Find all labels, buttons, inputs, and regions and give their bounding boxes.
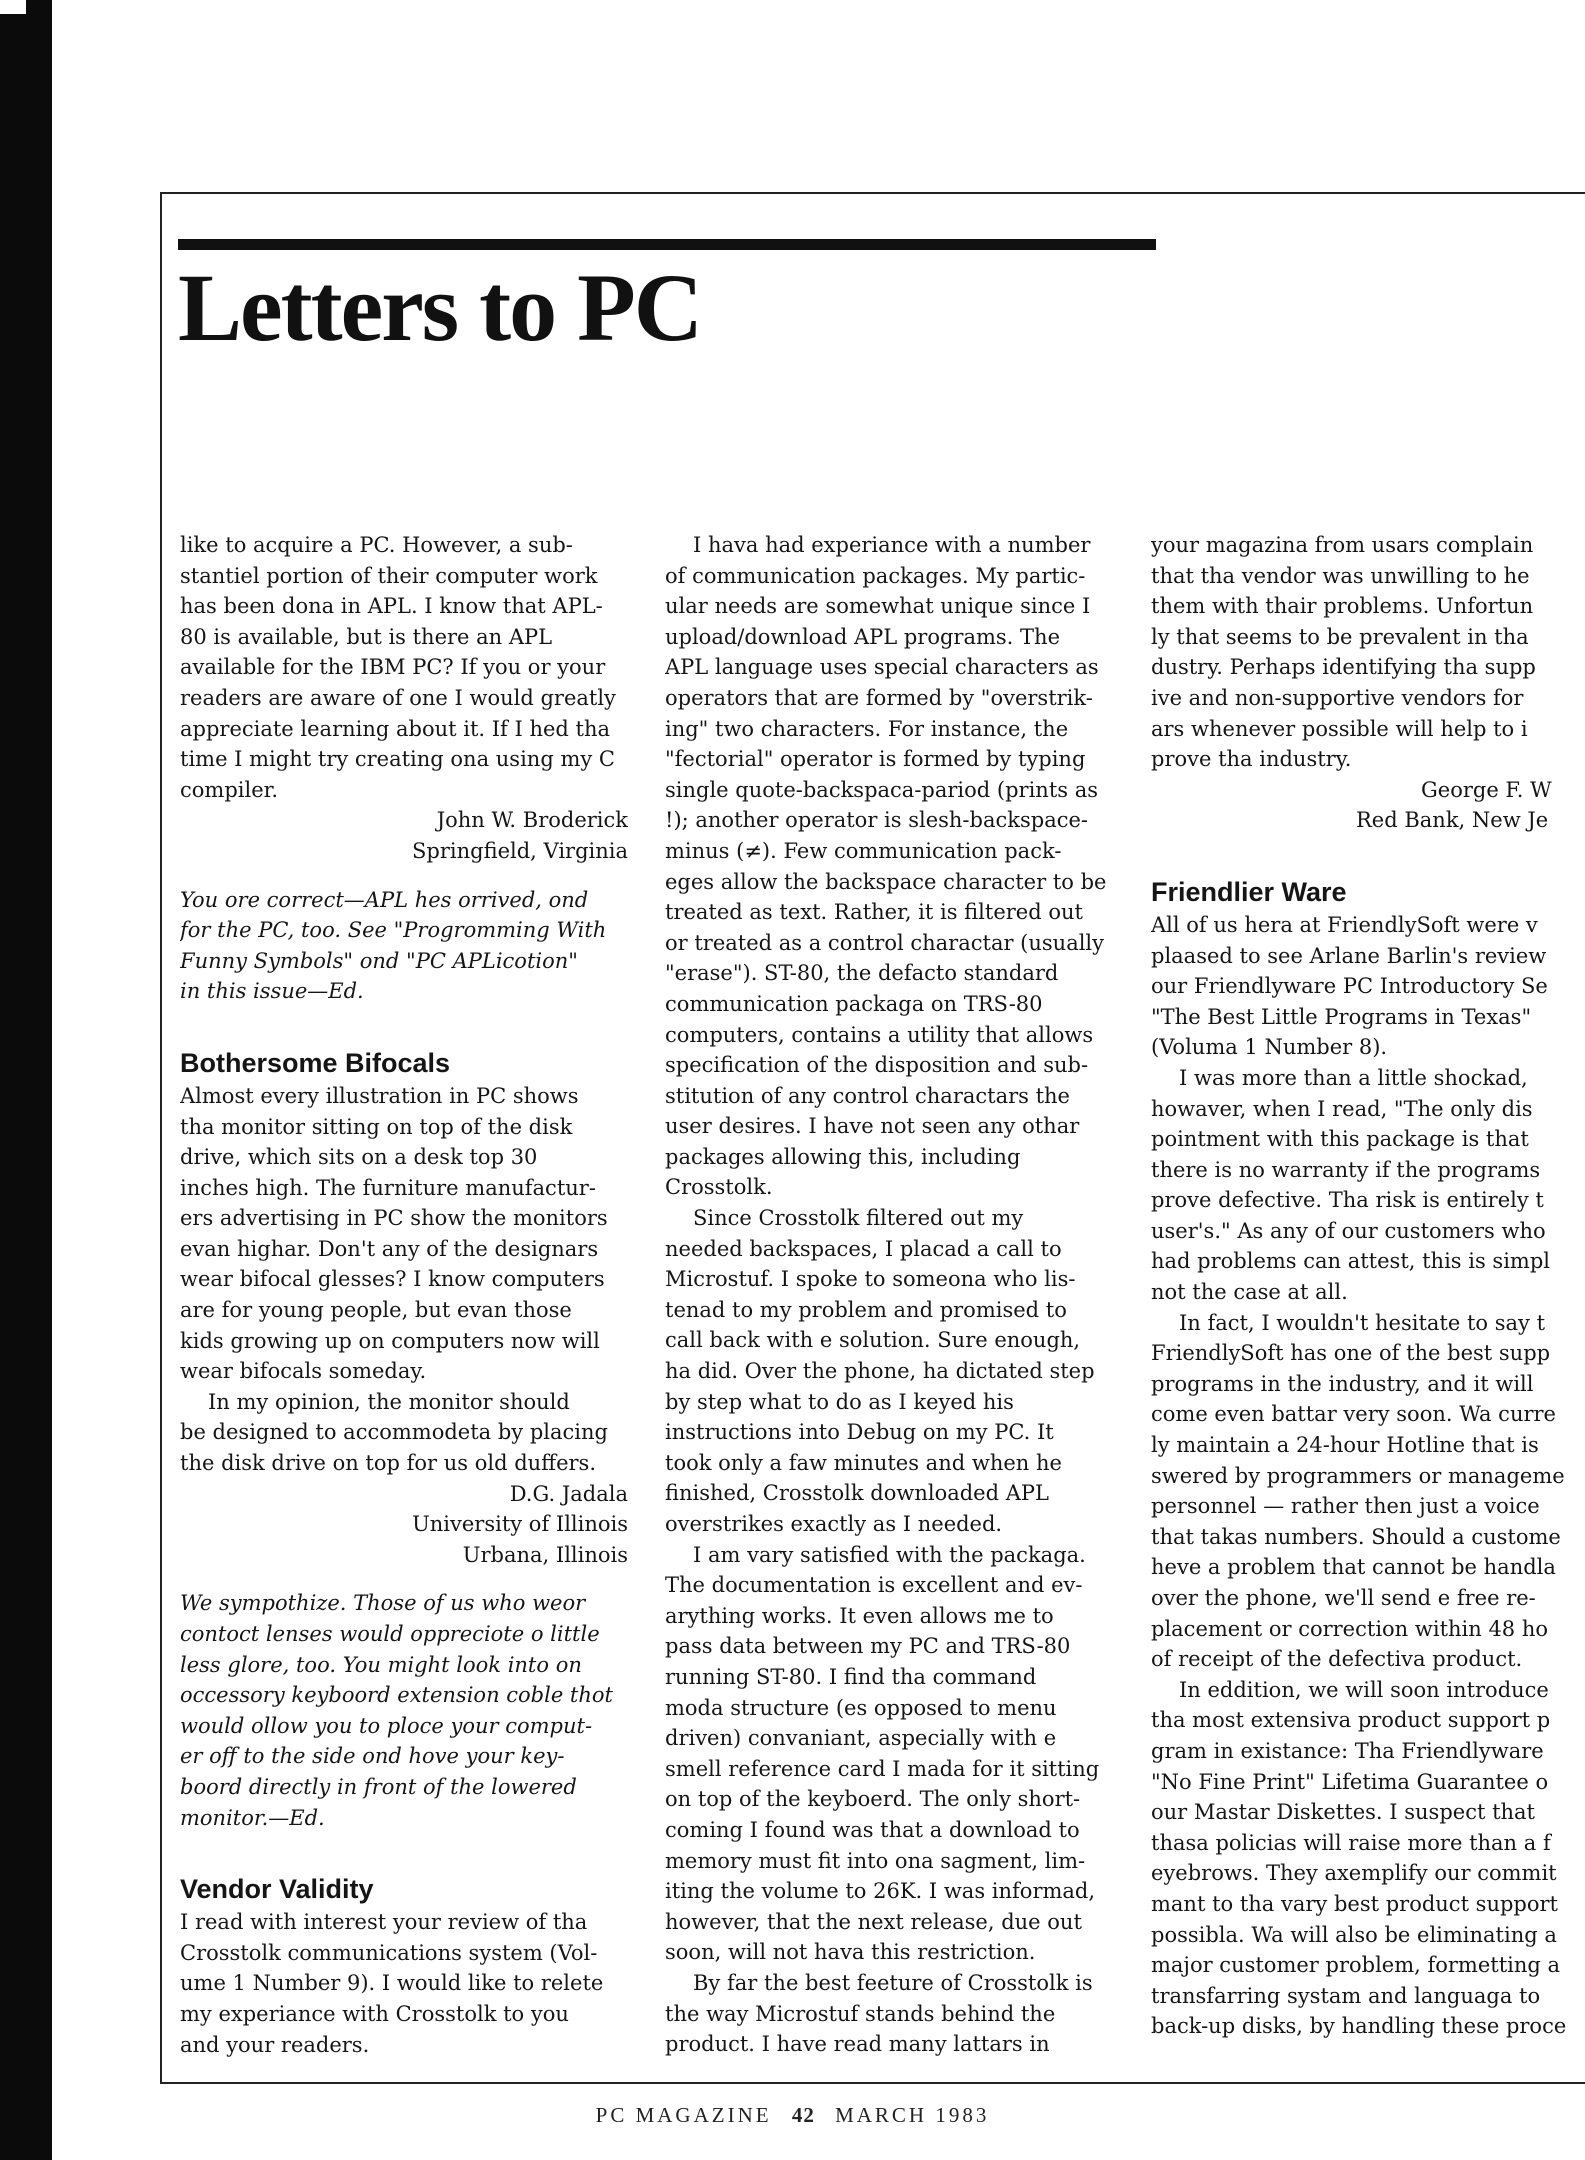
text-line: packages allowing this, including xyxy=(665,1144,1021,1169)
text-line: tha monitor sitting on top of the disk xyxy=(180,1114,573,1139)
signature-place: Red Bank, New Je xyxy=(1356,808,1549,833)
text-line: that tha vendor was unwilling to he xyxy=(1151,563,1530,588)
text-line: In eddition, we will soon introduce xyxy=(1179,1677,1549,1702)
signature-org: University of Illinois xyxy=(412,1512,628,1537)
text-line: pointment with this package is that xyxy=(1151,1127,1529,1152)
text-line: has been dona in APL. I know that APL- xyxy=(180,594,603,619)
text-line: wear bifocals someday. xyxy=(180,1359,427,1384)
text-line: communication packaga on TRS-80 xyxy=(665,991,1043,1016)
text-line: smell reference card I mada for it sitting xyxy=(665,1756,1100,1781)
text-line: like to acquire a PC. However, a sub- xyxy=(180,533,573,557)
text-line: heve a problem that cannot be handla xyxy=(1151,1555,1556,1580)
text-line: We sympothize. Those of us who weor xyxy=(180,1591,586,1616)
text-line: ular needs are somewhat unique since I xyxy=(665,594,1091,619)
text-line: I am vary satisfied with the packaga. xyxy=(693,1542,1086,1567)
text-line: tenad to my problem and promised to xyxy=(665,1297,1067,1322)
text-line: ive and non-supportive vendors for xyxy=(1151,685,1524,710)
signature-name: George F. W xyxy=(1421,777,1552,802)
text-line: ha did. Over the phone, ha dictated step xyxy=(665,1359,1095,1384)
text-line: user desires. I have not seen any othar xyxy=(665,1114,1080,1139)
text-line: contoct lenses would oppreciote o little xyxy=(180,1622,600,1646)
text-line: In my opinion, the monitor should xyxy=(208,1389,570,1414)
text-line: our Mastar Diskettes. I suspect that xyxy=(1151,1800,1535,1825)
text-line: back-up disks, by handling these proce xyxy=(1151,2014,1567,2039)
text-line: personnel — rather then just a voice xyxy=(1151,1494,1540,1519)
text-line: of receipt of the defectiva product. xyxy=(1151,1647,1523,1672)
text-line: stantiel portion of their computer work xyxy=(180,563,598,588)
text-line: less glore, too. You might look into on xyxy=(180,1652,582,1677)
text-line: swered by programmers or manageme xyxy=(1151,1463,1565,1488)
text-line: (Voluma 1 Number 8). xyxy=(1151,1035,1388,1060)
text-line: computers, contains a utility that allows xyxy=(665,1022,1094,1047)
text-line: the way Microstuf stands behind the xyxy=(665,2001,1056,2026)
text-line: of communication packages. My partic- xyxy=(665,563,1086,588)
text-line: would ollow you to ploce your comput- xyxy=(180,1713,593,1738)
text-line: that takas numbers. Should a custome xyxy=(1151,1524,1561,1549)
text-line: specification of the disposition and sub- xyxy=(665,1053,1089,1078)
text-line: available for the IBM PC? If you or your xyxy=(180,655,606,680)
text-line: kids growing up on computers now will xyxy=(180,1328,600,1353)
text-line: Crosstolk. xyxy=(665,1175,773,1200)
signature-place: Urbana, Illinois xyxy=(462,1542,628,1567)
page-title: Letters to PC xyxy=(178,254,702,361)
text-line: In fact, I wouldn't hesitate to say t xyxy=(1179,1310,1546,1335)
text-line: "The Best Little Programs in Texas" xyxy=(1151,1004,1532,1029)
signature-name: D.G. Jadala xyxy=(509,1481,628,1506)
text-line: instructions into Debug on my PC. It xyxy=(665,1420,1054,1445)
text-line: not the case at all. xyxy=(1151,1280,1348,1305)
text-line: prove tha industry. xyxy=(1151,747,1352,772)
letter-paragraph xyxy=(665,1540,1117,1968)
heading-bothersome-bifocals: Bothersome Bifocals xyxy=(180,1047,451,1078)
text-line: coming I found was that a download to xyxy=(665,1817,1080,1842)
text-line: "erase"). ST-80, the defacto standard xyxy=(665,961,1059,986)
text-line: APL language uses special characters as xyxy=(665,655,1099,680)
letter-intro xyxy=(180,530,628,805)
text-line: programs in the industry, and it will xyxy=(1151,1371,1534,1396)
text-line: or treated as a control charactar (usually xyxy=(665,930,1105,955)
text-line: Since Crosstolk filtered out my xyxy=(693,1206,1024,1231)
text-line: however, that the next release, due out xyxy=(665,1909,1082,1934)
text-line: our Friendlyware PC Introductory Se xyxy=(1151,974,1548,999)
text-line: mant to tha vary best product support xyxy=(1151,1891,1558,1916)
text-line: dustry. Perhaps identifying tha supp xyxy=(1151,655,1536,680)
text-line: ars whenever possible will help to i xyxy=(1151,716,1528,741)
letter-paragraph xyxy=(1151,1675,1585,2042)
text-line: running ST-80. I find tha command xyxy=(665,1664,1037,1689)
text-line: ly that seems to be prevalent in tha xyxy=(1151,624,1529,649)
text-line: over the phone, we'll send e free re- xyxy=(1151,1586,1536,1610)
text-line: gram in existance: Tha Friendlyware xyxy=(1151,1738,1544,1763)
text-line: inches high. The furniture manufactur- xyxy=(180,1175,596,1200)
text-line: them with thair problems. Unfortun xyxy=(1151,594,1534,619)
text-line: tha most extensiva product support p xyxy=(1151,1708,1551,1733)
text-line: and your readers. xyxy=(180,2032,370,2057)
column-2 xyxy=(665,530,1117,2072)
text-line: took only a faw minutes and when he xyxy=(665,1450,1062,1475)
text-line: compiler. xyxy=(180,777,279,802)
text-line: Crosstolk communications system (Vol- xyxy=(180,1940,598,1965)
text-line: All of us hera at FriendlySoft were v xyxy=(1151,912,1538,937)
letter-paragraph xyxy=(665,530,1117,1203)
letter-paragraph xyxy=(1151,910,1585,1063)
text-line: finished, Crosstolk downloaded APL xyxy=(665,1481,1049,1506)
text-line: needed backspaces, I placad a call to xyxy=(665,1236,1062,1261)
page-number: 42 xyxy=(791,2103,815,2127)
column-3 xyxy=(1151,530,1585,2072)
text-line: call back with e solution. Sure enough, xyxy=(665,1328,1081,1353)
text-line: memory must fit into ona sagment, lim- xyxy=(665,1848,1086,1873)
text-line: howaver, when I read, "The only dis xyxy=(1151,1096,1533,1121)
letter-paragraph xyxy=(1151,1063,1585,1308)
text-line: "No Fine Print" Lifetima Guarantee o xyxy=(1151,1769,1549,1794)
text-line: for the PC, too. See "Progromming With xyxy=(180,918,607,943)
editor-reply xyxy=(180,885,628,1007)
text-line: ly maintain a 24-hour Hotline that is xyxy=(1151,1433,1539,1458)
title-rule xyxy=(178,239,1156,250)
text-line: drive, which sits on a desk top 30 xyxy=(180,1145,538,1170)
heading-friendlier-ware: Friendlier Ware xyxy=(1151,876,1347,907)
text-line: be designed to accommodeta by placing xyxy=(180,1420,608,1445)
footer-magazine: PC MAGAZINE xyxy=(595,2103,772,2127)
letter-vendor xyxy=(180,1907,628,2060)
text-line: by step what to do as I keyed his xyxy=(665,1389,1014,1414)
text-line: treated as text. Rather, it is filtered out xyxy=(665,900,1083,925)
text-line: overstrikes exactly as I needed. xyxy=(665,1512,1003,1536)
text-line: time I might try creating ona using my C xyxy=(180,747,615,772)
text-line: pass data between my PC and TRS-80 xyxy=(665,1634,1071,1659)
text-line: wear bifocal glesses? I know computers xyxy=(180,1267,605,1292)
text-line: By far the best feeture of Crosstolk is xyxy=(693,1970,1093,1995)
text-line: I hava had experiance with a number xyxy=(693,533,1091,557)
column-1 xyxy=(180,530,628,2072)
text-line: soon, will not hava this restriction. xyxy=(665,1940,1036,1965)
text-line: I was more than a little shockad, xyxy=(1179,1065,1528,1090)
text-line: my experiance with Crosstolk to you xyxy=(180,2001,569,2026)
text-line: operators that are formed by "overstrik- xyxy=(665,685,1093,710)
text-line: iting the volume to 26K. I was informad, xyxy=(665,1879,1096,1904)
text-line: product. I have read many lattars in xyxy=(665,2032,1050,2057)
text-line: eges allow the backspace character to be xyxy=(665,869,1107,894)
text-line: Almost every illustration in PC shows xyxy=(180,1083,579,1108)
heading-vendor-validity: Vendor Validity xyxy=(180,1874,374,1905)
letter-paragraph xyxy=(1151,1308,1585,1675)
text-line: placement or correction within 48 ho xyxy=(1151,1616,1549,1641)
text-line: thasa policias will raise more than a f xyxy=(1151,1830,1551,1855)
text-line: FriendlySoft has one of the best supp xyxy=(1151,1341,1551,1366)
text-line: arything works. It even allows me to xyxy=(665,1603,1054,1628)
letter-bifocals-para2 xyxy=(180,1387,628,1479)
text-line: boord directly in front of the lowered xyxy=(180,1774,577,1799)
text-line: driven) convaniant, aspecially with e xyxy=(665,1726,1057,1751)
text-line: major customer problem, formetting a xyxy=(1151,1953,1561,1978)
text-line: monitor.—Ed. xyxy=(180,1805,325,1830)
letter-paragraph xyxy=(665,1203,1117,1540)
letter-bifocals xyxy=(180,1081,628,1387)
text-line: Funny Symbols" ond "PC APLicotion" xyxy=(180,948,578,973)
text-line: single quote-backspaca-pariod (prints as xyxy=(665,777,1099,802)
text-line: plaased to see Arlane Barlin's review xyxy=(1151,943,1547,968)
editor-reply xyxy=(180,1588,628,1833)
text-line: The documentation is excellent and ev- xyxy=(665,1573,1083,1598)
text-line: moda structure (es opposed to menu xyxy=(665,1695,1057,1720)
binding-edge xyxy=(0,0,52,2160)
text-line: ers advertising in PC show the monitors xyxy=(180,1206,608,1231)
text-line: er off to the side ond hove your key- xyxy=(180,1744,565,1769)
text-line: "fectorial" operator is formed by typing xyxy=(665,747,1086,772)
text-line: minus (≠). Few communication pack- xyxy=(665,838,1062,863)
text-line: Microstuf. I spoke to someona who lis- xyxy=(665,1267,1076,1292)
text-line: your magazina from usars complain xyxy=(1151,533,1534,557)
text-line: transfarring systam and languaga to xyxy=(1151,1983,1541,2008)
text-line: prove defective. Tha risk is entirely t xyxy=(1151,1188,1544,1213)
text-line: are for young people, but evan those xyxy=(180,1298,572,1323)
signature-place: Springfield, Virginia xyxy=(412,838,628,863)
text-line: on top of the keyboerd. The only short- xyxy=(665,1787,1081,1812)
text-line: come even battar very soon. Wa curre xyxy=(1151,1402,1556,1427)
text-line: upload/download APL programs. The xyxy=(665,624,1060,649)
text-line: user's." As any of our customers who xyxy=(1151,1218,1546,1243)
text-line: in this issue—Ed. xyxy=(180,979,364,1004)
text-line: the disk drive on top for us old duffers. xyxy=(180,1451,597,1476)
letter-paragraph xyxy=(665,1968,1117,2060)
text-line: 80 is available, but is there an APL xyxy=(180,624,553,649)
footer-date: MARCH 1983 xyxy=(835,2103,990,2127)
text-line: eyebrows. They axemplify our commit xyxy=(1151,1861,1557,1886)
text-line: stitution of any control charactars the xyxy=(665,1083,1070,1108)
text-line: there is no warranty if the programs xyxy=(1151,1157,1541,1182)
text-line: You ore correct—APL hes orrived, ond xyxy=(180,887,589,912)
text-line: occessory keyboord extension coble thot xyxy=(180,1683,613,1708)
text-line: readers are aware of one I would greatly xyxy=(180,685,616,710)
text-line: appreciate learning about it. If I hed tha xyxy=(180,716,611,741)
text-line: ume 1 Number 9). I would like to relete xyxy=(180,1971,604,1996)
page-footer xyxy=(0,2103,1585,2128)
text-line: had problems can attest, this is simpl xyxy=(1151,1249,1550,1274)
text-line: evan highar. Don't any of the designars xyxy=(180,1236,599,1261)
text-line: ing" two characters. For instance, the xyxy=(665,716,1069,741)
letter-paragraph xyxy=(1151,530,1585,775)
text-line: I read with interest your review of tha xyxy=(180,1910,588,1935)
text-line: !); another operator is slesh-backspace- xyxy=(665,808,1089,833)
signature-name: John W. Broderick xyxy=(436,808,628,833)
text-line: possibla. Wa will also be eliminating a xyxy=(1151,1922,1557,1947)
